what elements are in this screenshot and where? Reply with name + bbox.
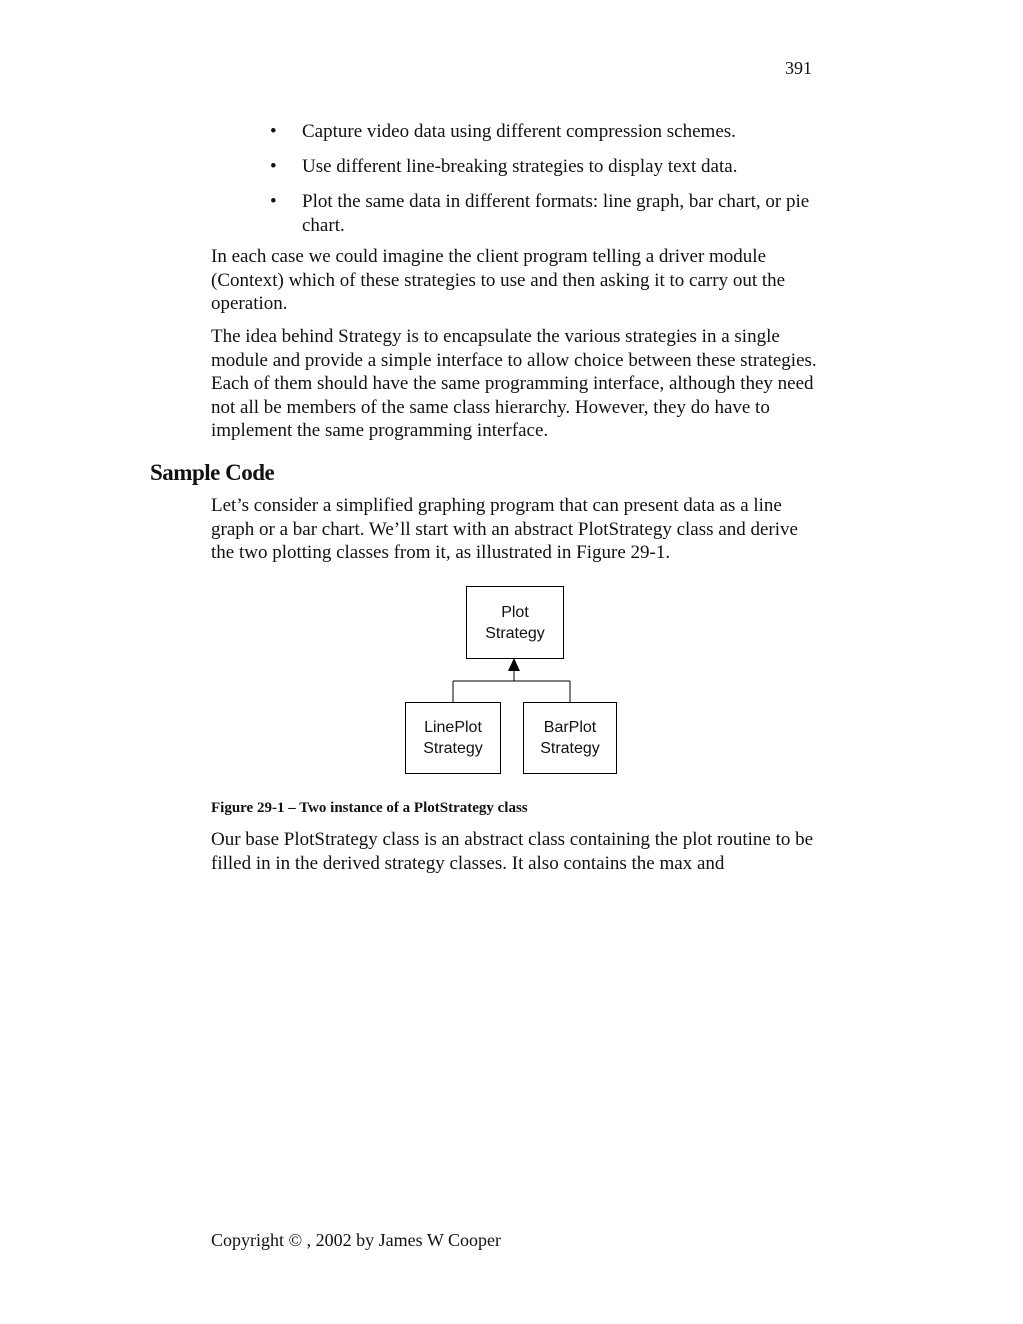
class-diagram	[398, 585, 628, 777]
paragraph-intro: Let’s consider a simplified graphing program that can present data as a line graph or a bar chart. We’ll start with an abstract PlotStrategy class and derive the two plotting classes from it, as illustrated in Figure 29-1.	[211, 495, 798, 563]
bullet-list	[266, 120, 826, 249]
bullet-marker: •	[270, 121, 277, 142]
box-label-line: Strategy	[485, 624, 545, 642]
paragraph-base: Our base PlotStrategy class is an abstract class containing the plot routine to be filled in in the derived strategy classes. It also contains the max and	[211, 829, 814, 874]
list-item	[266, 155, 826, 179]
barplot-strategy-box	[523, 702, 617, 774]
inheritance-arrow-icon	[508, 658, 520, 671]
copyright-footer: Copyright © , 2002 by James W Cooper	[211, 1230, 501, 1250]
paragraph-idea: The idea behind Strategy is to encapsulate the various strategies in a single module and provide a simple interface to allow choice between these strategies. Each of them should have the same programming interface, although they need not all be members of the same class hierarchy. However, they do have to implement the same programming interface.	[211, 326, 817, 441]
box-label	[485, 602, 545, 644]
plot-strategy-box	[466, 586, 564, 659]
bullet-marker: •	[270, 156, 277, 177]
figure-caption: Figure 29-1 – Two instance of a PlotStrategy class	[211, 800, 528, 816]
bullet-text: Capture video data using different compression schemes.	[302, 121, 736, 142]
box-label-line: LinePlot	[424, 719, 482, 736]
box-label-line: Plot	[501, 603, 529, 621]
bullet-text: Plot the same data in different formats: line graph, bar chart, or pie chart.	[302, 191, 810, 236]
box-label-line: Strategy	[540, 740, 600, 757]
page-number: 391	[785, 58, 812, 78]
section-heading: Sample Code	[150, 460, 275, 485]
list-item	[266, 190, 826, 238]
lineplot-strategy-box	[405, 702, 501, 774]
box-label-line: BarPlot	[543, 719, 597, 736]
bullet-marker: •	[270, 191, 277, 212]
box-label-line: Strategy	[423, 740, 483, 757]
bullet-text: Use different line-breaking strategies to display text data.	[302, 156, 738, 177]
box-label	[540, 717, 600, 759]
box-label	[423, 717, 483, 759]
list-item	[266, 120, 826, 144]
paragraph-context: In each case we could imagine the client program telling a driver module (Context) which of these strategies to use and then asking it to carry out the operation.	[211, 246, 786, 314]
